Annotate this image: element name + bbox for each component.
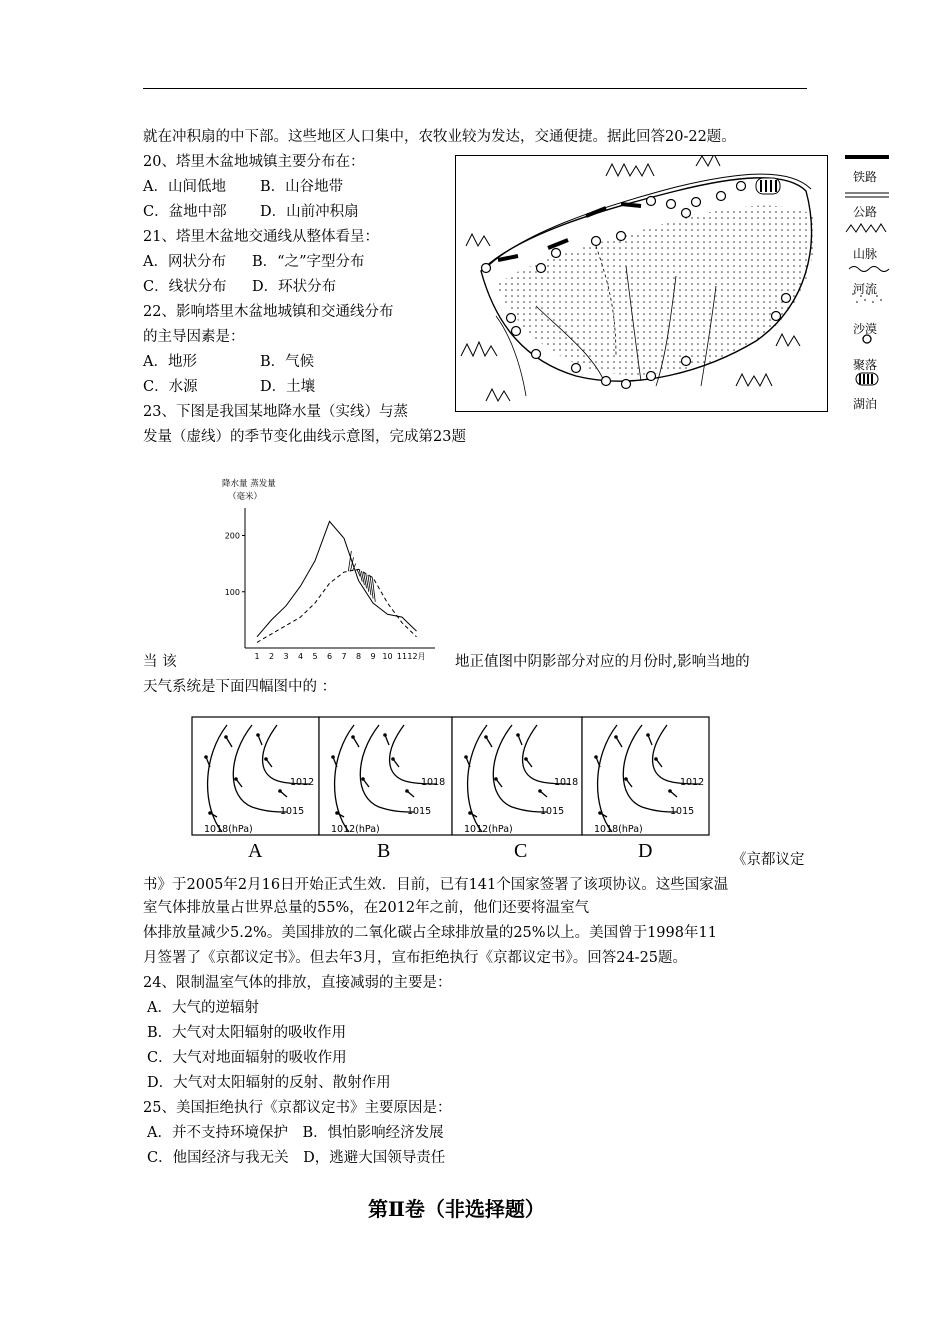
wind-arrow-head [331,755,335,759]
wind-arrow-head [624,777,628,781]
isobar-label: 1012 [680,777,705,788]
panel-label-c: C [514,840,528,862]
isobar-label: 1012 [290,777,315,788]
y-tick-label: 100 [224,587,240,597]
legend-settlement-label: 聚落 [853,358,878,372]
x-tick-label: 10 [382,652,393,661]
isobar-label: 1018(hPa) [594,824,643,835]
section-title: 第Ⅱ卷（非选择题） [368,1197,545,1221]
q21-option-d: D．环状分布 [252,279,337,295]
wind-arrow-head [464,755,468,759]
panel-label-d: D [638,840,653,862]
chart-ylabel: 降水量 蒸发量 [222,479,276,489]
kyoto-line4: 月签署了《京都议定书》。但去年3月，宣布拒绝执行《京都议定书》。回答24-25题。 [143,950,688,966]
kyoto-line0: 《京都议定 [732,852,805,868]
isobar-label: 1018 [421,777,446,788]
weather-panel-b [319,717,452,835]
wind-arrow-head [264,757,268,761]
x-tick-label: 12月 [407,652,426,661]
legend-desert-label: 沙漠 [853,322,878,336]
wind-arrow-head [668,789,672,793]
q23-stem-line2: 发量（虚线）的季节变化曲线示意图，完成第23题 [143,429,466,445]
q23-line-left: 当 该 [143,654,177,670]
x-tick-label: 9 [370,652,376,661]
wind-arrow-head [234,777,238,781]
q25-stem: 25、美国拒绝执行《京都议定书》主要原因是： [143,1100,452,1116]
wind-arrow-head [654,757,658,761]
q22-option-b: B．气候 [260,354,315,370]
kyoto-line2: 室气体排放量占世界总量的55%，在2012年之前，他们还要将温室气 [143,900,590,916]
isobar-label: 1015 [280,806,305,817]
wind-arrow-head [524,757,528,761]
q23-line-right: 地正值图中阴影部分对应的月份时,影响当地的 [455,654,750,670]
weather-maps [190,715,710,838]
isobar-label: 1015 [407,806,432,817]
intro-line: 就在冲积扇的中下部。这些地区人口集中，农牧业较为发达，交通便捷。据此回答20-22题。 [143,129,736,145]
isobar-label: 1012(hPa) [464,824,513,835]
wind-arrow-head [391,757,395,761]
q24-option-c: C．大气对地面辐射的吸收作用 [147,1050,347,1066]
kyoto-line3: 体排放量减少5.2%。美国排放的二氧化碳占全球排放量的25%以上。美国曾于1998年11 [143,925,717,941]
q24-stem: 24、限制温室气体的排放，直接减弱的主要是： [143,975,452,991]
legend-mountain-label: 山脉 [853,247,878,261]
q25-options-ab: A．并不支持环境保护 B．惧怕影响经济发展 [147,1125,444,1141]
header-rule [143,88,807,89]
panel-label-a: A [248,840,263,862]
q22-stem-line1: 22、影响塔里木盆地城镇和交通线分布 [143,304,394,320]
q22-stem-line2: 的主导因素是： [143,329,245,345]
wind-arrow-head [224,735,228,739]
q25-options-cd: C．他国经济与我无关 D，逃避大国领导责任 [147,1150,446,1166]
legend-river-label: 河流 [853,282,878,296]
q22-option-a: A．地形 [143,354,197,370]
wind-arrow-head [516,733,520,737]
wind-arrow-head [361,777,365,781]
x-tick-label: 1 [254,652,260,661]
isobar-label: 1018(hPa) [204,824,253,835]
x-tick-label: 3 [283,652,289,661]
q24-option-d: D．大气对太阳辐射的反射、散射作用 [147,1075,391,1091]
q21-option-c: C．线状分布 [143,279,227,295]
mountain-symbol [846,224,886,232]
lake-symbol [856,373,878,385]
tarim-basin-map-drawing [456,156,827,411]
q20-stem: 20、塔里木盆地城镇主要分布在： [143,154,365,170]
wind-arrow-head [335,811,339,815]
legend-lake-label: 湖泊 [853,397,878,411]
panel-label-b: B [377,840,391,862]
isobar-label: 1018 [554,777,579,788]
wind-arrow-head [405,789,409,793]
wind-arrow-head [468,811,472,815]
wind-arrow-head [598,811,602,815]
wind-arrow-head [594,755,598,759]
x-tick-label: 5 [312,652,318,661]
river-symbol [849,267,889,272]
wind-arrow-head [646,733,650,737]
x-tick-label: 2 [268,652,275,661]
x-tick-label: 6 [326,652,333,661]
q23-stem-line1: 23、下图是我国某地降水量（实线）与蒸 [143,404,408,420]
q21-option-a: A．网状分布 [143,254,226,270]
x-tick-label: 4 [297,652,304,661]
q20-option-c: C．盆地中部 [143,204,227,220]
kyoto-line1: 书》于2005年2月16日开始正式生效．目前，已有141个国家签署了该项协议。这些国家温 [143,877,729,893]
wind-arrow-head [484,735,488,739]
wind-arrow-head [383,733,387,737]
panel-border [192,717,319,835]
isobar-label: 1015 [540,806,565,817]
q24-option-b: B．大气对太阳辐射的吸收作用 [147,1025,347,1041]
evaporation-line [257,569,417,642]
legend-road-label: 公路 [853,205,878,219]
q20-option-b: B．山谷地带 [260,179,344,195]
q21-stem: 21、塔里木盆地交通线从整体看呈： [143,229,379,245]
legend-rail-label: 铁路 [853,170,878,184]
q20-option-d: D．山前冲积扇 [260,204,359,220]
precipitation-line [257,521,417,636]
wind-arrow-head [538,789,542,793]
tarim-basin-map [455,155,828,412]
wind-arrow-head [278,789,282,793]
weather-panel-c [452,717,582,835]
q23-line2: 天气系统是下面四幅图中的 ： [143,679,337,695]
isobar-label: 1012(hPa) [331,824,380,835]
wind-arrow-head [208,811,212,815]
q21-option-b: B．“之”字型分布 [252,254,365,270]
y-tick-label: 200 [224,531,240,541]
wind-arrow-head [494,777,498,781]
rail-symbol [845,155,889,159]
x-tick-label: 7 [341,652,347,661]
wind-arrow-head [256,733,260,737]
wind-arrow-head [204,755,208,759]
wind-arrow-head [351,735,355,739]
q24-option-a: A．大气的逆辐射 [147,1000,259,1016]
x-tick-label: 8 [355,652,362,661]
weather-panel-d [582,717,709,835]
wind-arrow-head [614,735,618,739]
panel-border [582,717,709,835]
isobar-label: 1015 [670,806,695,817]
weather-panel-a [192,717,319,835]
q20-option-a: A．山间低地 [143,179,226,195]
chart-yunit: （毫米） [228,492,263,502]
precip-evap-chart [215,500,445,665]
q22-option-d: D．土壤 [260,379,316,395]
q22-option-c: C．水源 [143,379,198,395]
x-tick-label: 11 [396,652,408,661]
